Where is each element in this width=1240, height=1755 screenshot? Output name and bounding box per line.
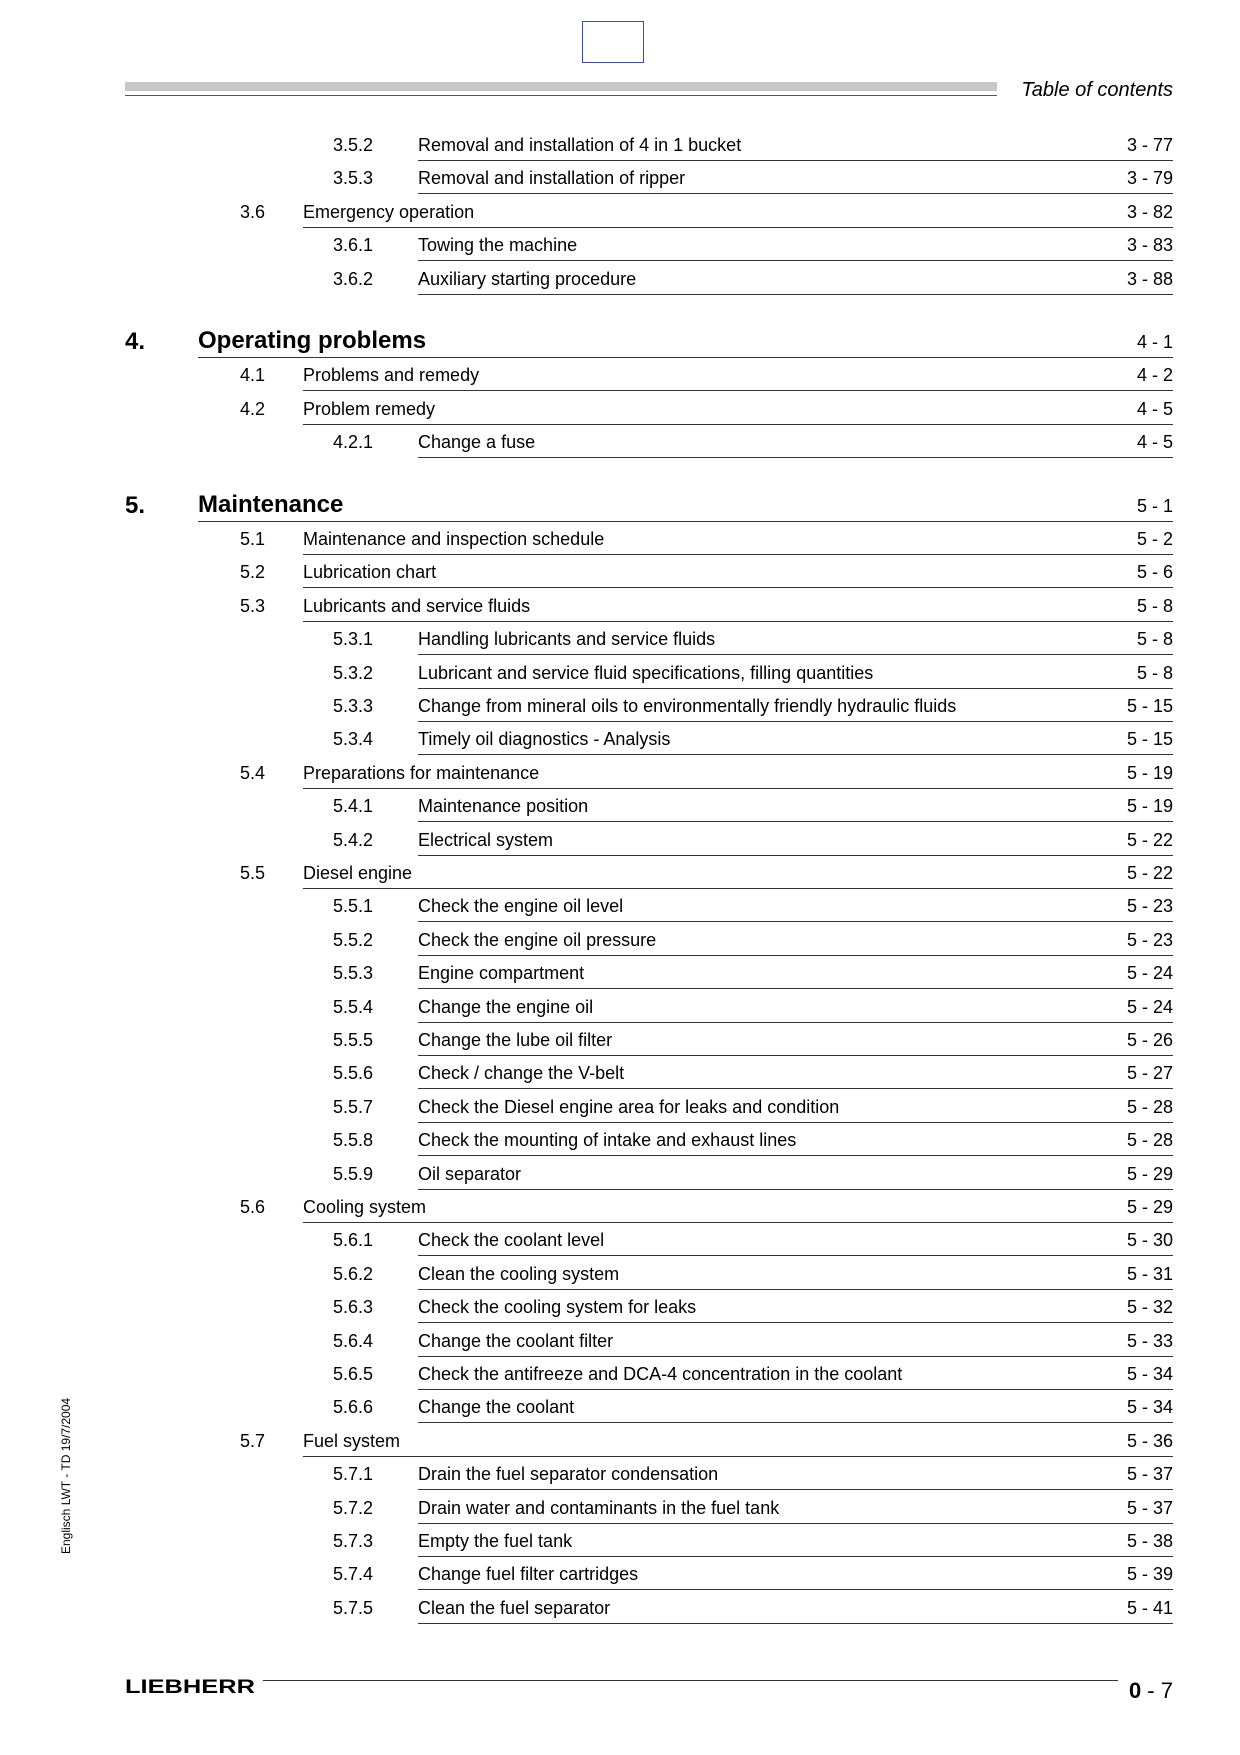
- toc-entry[interactable]: [0, 1157, 1240, 1191]
- toc-entry-number: 5.4: [240, 762, 266, 783]
- toc-entry-title-line: [418, 695, 1173, 722]
- toc-entry[interactable]: [0, 689, 1240, 723]
- toc-entry-title-line: [303, 595, 1173, 622]
- toc-entry-page: 4 - 5: [1136, 432, 1173, 453]
- toc-entry-title: Problem remedy: [303, 398, 436, 419]
- toc-entry[interactable]: [0, 358, 1240, 392]
- toc-entry-number: 3.6.1: [333, 235, 374, 256]
- toc-entry[interactable]: [0, 1290, 1240, 1324]
- toc-entry-page: 3 - 79: [1126, 168, 1173, 189]
- toc-entry-page: 5 - 24: [1126, 996, 1173, 1017]
- toc-entry-title-line: [418, 1263, 1173, 1290]
- toc-entry[interactable]: [0, 522, 1240, 556]
- toc-entry-title-line: [198, 327, 1173, 358]
- toc-entry-number: 4.2: [240, 398, 266, 419]
- toc-entry[interactable]: [0, 161, 1240, 195]
- toc-entry[interactable]: [0, 956, 1240, 990]
- toc-entry-title: Check the cooling system for leaks: [418, 1297, 697, 1318]
- toc-entry-number: 5.5.8: [333, 1130, 374, 1151]
- toc-entry-title-line: [418, 795, 1173, 822]
- toc-entry-title-line: [418, 996, 1173, 1023]
- toc-entry-title-line: [418, 1163, 1173, 1190]
- toc-entry-title-line: [418, 1129, 1173, 1156]
- toc-entry-number: 5.5.2: [333, 929, 374, 950]
- toc-entry-number: 4.: [125, 328, 146, 355]
- toc-entry[interactable]: [0, 489, 1240, 523]
- toc-entry-number: 4.1: [240, 365, 266, 386]
- toc-entry-title: Engine compartment: [418, 963, 585, 984]
- toc-entry[interactable]: [0, 425, 1240, 459]
- toc-entry-number: 5.6.6: [333, 1397, 374, 1418]
- toc-entry-page: 5 - 22: [1126, 863, 1173, 883]
- toc-entry-title: Auxiliary starting procedure: [418, 268, 637, 289]
- toc-entry-number: 3.6.2: [333, 268, 374, 289]
- toc-entry[interactable]: [0, 756, 1240, 790]
- toc-entry[interactable]: [0, 1357, 1240, 1391]
- toc-entry-page: 5 - 34: [1126, 1364, 1173, 1384]
- toc-entry-number: 4.2.1: [333, 432, 374, 453]
- toc-entry-title-line: [303, 201, 1173, 228]
- toc-entry-number: 3.5.2: [333, 135, 374, 155]
- toc-entry[interactable]: [0, 990, 1240, 1024]
- toc-entry[interactable]: [0, 1123, 1240, 1157]
- toc-entry-number: 5.6.5: [333, 1364, 374, 1384]
- toc-entry-number: 3.5.3: [333, 168, 374, 189]
- toc-entry-title: Empty the fuel tank: [418, 1531, 573, 1551]
- toc-entry-page: 3 - 88: [1126, 268, 1173, 289]
- toc-entry-title-line: [418, 1497, 1173, 1524]
- toc-entry-title: Check the antifreeze and DCA-4 concentration in the coolant: [418, 1364, 903, 1384]
- toc-entry-page: 5 - 15: [1126, 696, 1173, 716]
- toc-entry-page: 5 - 29: [1126, 1197, 1173, 1217]
- toc-entry-title: Preparations for maintenance: [303, 762, 540, 783]
- toc-entry-number: 5.7.1: [333, 1464, 374, 1485]
- toc-entry-number: 5.5.6: [333, 1063, 374, 1084]
- toc-entry-page: 5 - 26: [1126, 1030, 1173, 1050]
- toc-entry-number: 5.3.3: [333, 696, 374, 716]
- toc-entry-number: 5.7.3: [333, 1531, 374, 1551]
- toc-entry-page: 5 - 27: [1126, 1063, 1173, 1084]
- toc-entry-page: 5 - 32: [1126, 1297, 1173, 1318]
- toc-entry-page: 3 - 82: [1126, 201, 1173, 222]
- toc-entry-title: Check the coolant level: [418, 1230, 605, 1251]
- toc-entry[interactable]: [0, 1223, 1240, 1257]
- toc-entry-page: 5 - 19: [1126, 796, 1173, 817]
- toc-entry-page: 5 - 28: [1126, 1096, 1173, 1117]
- toc-entry-title: Problems and remedy: [303, 365, 480, 386]
- toc-entry-title: Check / change the V-belt: [418, 1063, 625, 1084]
- toc-entry-title-line: [418, 962, 1173, 989]
- toc-entry-title-line: [303, 364, 1173, 391]
- toc-entry-page: 5 - 2: [1136, 529, 1173, 549]
- toc-entry-title-line: [303, 862, 1173, 889]
- toc-entry-title: Check the engine oil pressure: [418, 929, 657, 950]
- toc-entry-number: 5.5.9: [333, 1163, 374, 1184]
- toc-entry[interactable]: [0, 1324, 1240, 1358]
- toc-entry-title-line: [418, 1563, 1173, 1590]
- toc-entry[interactable]: [0, 1457, 1240, 1491]
- toc-entry-title: Drain the fuel separator condensation: [418, 1464, 719, 1485]
- footer-separator: -: [1141, 1678, 1161, 1703]
- toc-entry-number: 5.5.7: [333, 1096, 374, 1117]
- footer-page: 7: [1160, 1678, 1173, 1703]
- toc-entry-page: 5 - 8: [1136, 629, 1173, 650]
- toc-entry-title: Towing the machine: [418, 235, 578, 256]
- toc-entry-page: 5 - 8: [1136, 662, 1173, 683]
- toc-entry-title-line: [418, 895, 1173, 922]
- toc-entry-number: 5.3.2: [333, 662, 374, 683]
- toc-entry-title-line: [418, 134, 1173, 161]
- toc-entry-title-line: [418, 929, 1173, 956]
- toc-entry[interactable]: [0, 656, 1240, 690]
- toc-entry-title-line: [418, 1062, 1173, 1089]
- toc-entry-title: Fuel system: [303, 1430, 401, 1451]
- toc-entry-number: 5.5.1: [333, 896, 374, 917]
- toc-entry-page: 3 - 77: [1126, 135, 1173, 155]
- toc-entry[interactable]: [0, 1390, 1240, 1424]
- toc-entry-page: 5 - 41: [1126, 1597, 1173, 1618]
- toc-entry-title: Check the Diesel engine area for leaks and condition: [418, 1096, 840, 1117]
- footer-rule: [263, 1680, 1118, 1681]
- footer-chapter: 0: [1128, 1678, 1142, 1703]
- toc-entry[interactable]: [0, 1023, 1240, 1057]
- toc-entry-title: Removal and installation of 4 in 1 bucket: [418, 135, 742, 155]
- toc-entry-page: 4 - 2: [1136, 365, 1173, 386]
- toc-entry-page: 5 - 37: [1126, 1464, 1173, 1485]
- toc-entry-title-line: [418, 662, 1173, 689]
- toc-entry-number: 5.2: [240, 562, 266, 583]
- toc-entry-number: 5.6: [240, 1197, 266, 1217]
- toc-entry-title: Lubricant and service fluid specifications, filling quantities: [418, 662, 874, 683]
- toc-entry-page: 5 - 23: [1126, 929, 1173, 950]
- toc-entry[interactable]: [0, 1257, 1240, 1291]
- toc-entry-title: Change the coolant filter: [418, 1330, 614, 1351]
- toc-entry-number: 5.1: [240, 529, 266, 549]
- toc-entry-number: 5.4.2: [333, 829, 374, 850]
- toc-entry-title: Maintenance position: [418, 796, 589, 817]
- toc-entry-page: 4 - 1: [1136, 332, 1173, 352]
- toc-entry-page: 5 - 23: [1126, 896, 1173, 917]
- toc-entry-number: 5.3.1: [333, 629, 374, 650]
- toc-entry-page: 5 - 29: [1126, 1163, 1173, 1184]
- liebherr-logo-text: LIEBHERR: [125, 1677, 256, 1698]
- toc-entry-page: 5 - 1: [1136, 495, 1173, 516]
- toc-entry-number: 5.5.3: [333, 963, 374, 984]
- toc-entry-title-line: [418, 1396, 1173, 1423]
- footer-page-number: [1129, 1678, 1173, 1704]
- toc-entry-page: 5 - 15: [1126, 729, 1173, 750]
- toc-entry-title: Change the lube oil filter: [418, 1030, 613, 1050]
- toc-entry-title-line: [418, 167, 1173, 194]
- toc-entry-title-line: [418, 1296, 1173, 1323]
- toc-entry-title: Change fuel filter cartridges: [418, 1564, 639, 1585]
- toc-entry-title-line: [418, 268, 1173, 295]
- toc-entry-title-line: [418, 1330, 1173, 1357]
- toc-entry-title: Electrical system: [418, 829, 554, 850]
- toc-entry-title-line: [418, 431, 1173, 458]
- toc-entry-number: 5.5: [240, 863, 266, 883]
- toc-entry-title: Handling lubricants and service fluids: [418, 629, 716, 650]
- toc-entry-number: 5.7.5: [333, 1597, 374, 1618]
- toc-entry-title: Change from mineral oils to environmentally friendly hydraulic fluids: [418, 696, 957, 716]
- toc-entry[interactable]: [0, 392, 1240, 426]
- toc-entry-number: 5.6.1: [333, 1230, 374, 1251]
- toc-entry-title: Maintenance: [198, 490, 344, 518]
- toc-entry[interactable]: [0, 1090, 1240, 1124]
- toc-entry-page: 5 - 39: [1126, 1564, 1173, 1585]
- toc-entry[interactable]: [0, 1491, 1240, 1525]
- toc-entry-title: Clean the cooling system: [418, 1263, 620, 1284]
- toc-entry-title: Drain water and contaminants in the fuel tank: [418, 1497, 780, 1518]
- toc-entry[interactable]: [0, 823, 1240, 857]
- toc-entry-title-line: [418, 234, 1173, 261]
- toc-entry-title-line: [418, 1597, 1173, 1624]
- toc-entry-page: 5 - 37: [1126, 1497, 1173, 1518]
- header-title: Table of contents: [1021, 79, 1173, 101]
- toc-entry-title: Lubrication chart: [303, 562, 437, 583]
- toc-entry-number: 5.6.4: [333, 1330, 374, 1351]
- toc-entry[interactable]: [0, 1524, 1240, 1558]
- toc-entry-number: 5.5.4: [333, 996, 374, 1017]
- toc-entry-title: Oil separator: [418, 1163, 522, 1184]
- toc-entry-title-line: [303, 1196, 1173, 1223]
- toc-entry-title-line: [303, 528, 1173, 555]
- toc-entry[interactable]: [0, 789, 1240, 823]
- toc-entry[interactable]: [0, 325, 1240, 359]
- toc-entry-title-line: [303, 1430, 1173, 1457]
- toc-entry[interactable]: [0, 1424, 1240, 1458]
- toc-entry-number: 5.7: [240, 1430, 266, 1451]
- toc-entry-page: 5 - 28: [1126, 1130, 1173, 1151]
- toc-entry-page: 5 - 19: [1126, 762, 1173, 783]
- toc-entry-title: Change the coolant: [418, 1397, 575, 1418]
- toc-entry-title: Diesel engine: [303, 863, 413, 883]
- toc-entry[interactable]: [0, 128, 1240, 162]
- toc-entry-title: Cooling system: [303, 1197, 427, 1217]
- toc-entry[interactable]: [0, 622, 1240, 656]
- toc-entry-title: Change a fuse: [418, 432, 536, 453]
- toc-entry-number: 5.6.3: [333, 1297, 374, 1318]
- toc-entry-title-line: [418, 1096, 1173, 1123]
- toc-entry[interactable]: [0, 1557, 1240, 1591]
- toc-entry-page: 5 - 22: [1126, 829, 1173, 850]
- toc-entry-page: 5 - 31: [1126, 1263, 1173, 1284]
- liebherr-logo: [125, 1674, 257, 1698]
- toc-entry-title-line: [418, 829, 1173, 856]
- toc-entry-number: 5.6.2: [333, 1263, 374, 1284]
- toc-entry-title-line: [418, 1363, 1173, 1390]
- side-note: Englisch LWT - TD 19/7/2004: [59, 1397, 73, 1554]
- toc-entry[interactable]: [0, 1591, 1240, 1625]
- toc-entry[interactable]: [0, 856, 1240, 890]
- toc-entry-page: 5 - 38: [1126, 1531, 1173, 1551]
- toc-entry-title-line: [418, 1229, 1173, 1256]
- toc-entry-page: 3 - 83: [1126, 235, 1173, 256]
- toc-entry-title: Check the engine oil level: [418, 896, 624, 917]
- toc-entry-number: 5.7.4: [333, 1564, 374, 1585]
- toc-entry[interactable]: [0, 228, 1240, 262]
- toc-entry[interactable]: [0, 195, 1240, 229]
- toc-entry-title: Lubricants and service fluids: [303, 595, 531, 616]
- toc-entry-page: 5 - 30: [1126, 1230, 1173, 1251]
- toc-entry-number: 5.3: [240, 595, 266, 616]
- toc-entry[interactable]: [0, 555, 1240, 589]
- toc-entry-page: 5 - 8: [1136, 595, 1173, 616]
- toc-entry-title-line: [303, 561, 1173, 588]
- toc-entry-title-line: [198, 490, 1173, 522]
- toc-entry-page: 5 - 34: [1126, 1397, 1173, 1418]
- toc-entry-title: Clean the fuel separator: [418, 1597, 611, 1618]
- toc-entry-title: Change the engine oil: [418, 996, 594, 1017]
- toc-entry-title-line: [418, 728, 1173, 755]
- toc-entry-page: 5 - 36: [1126, 1430, 1173, 1451]
- toc-entry-number: 5.3.4: [333, 729, 374, 750]
- toc-entry-title: Operating problems: [198, 327, 427, 354]
- toc-entry[interactable]: [0, 889, 1240, 923]
- toc-entry-number: 5.4.1: [333, 796, 374, 817]
- toc-entry-number: 3.6: [240, 201, 266, 222]
- toc-entry-title-line: [418, 628, 1173, 655]
- toc-entry[interactable]: [0, 589, 1240, 623]
- toc-entry-page: 5 - 33: [1126, 1330, 1173, 1351]
- toc-entry-title: Maintenance and inspection schedule: [303, 529, 605, 549]
- toc-entry-title: Timely oil diagnostics - Analysis: [418, 729, 671, 750]
- toc-entry-page: 5 - 6: [1136, 562, 1173, 583]
- toc-entry-page: 5 - 24: [1126, 963, 1173, 984]
- toc-entry-title: Removal and installation of ripper: [418, 168, 686, 189]
- toc-entry-title-line: [418, 1530, 1173, 1557]
- toc-entry-number: 5.5.5: [333, 1030, 374, 1050]
- toc-entry-title-line: [303, 762, 1173, 789]
- toc-entry-title-line: [303, 398, 1173, 425]
- toc-entry[interactable]: [0, 1190, 1240, 1224]
- toc-entry-title-line: [418, 1029, 1173, 1056]
- toc-entry[interactable]: [0, 722, 1240, 756]
- toc-entry-number: 5.7.2: [333, 1497, 374, 1518]
- toc-entry-title: Check the mounting of intake and exhaust lines: [418, 1130, 797, 1151]
- toc-entry[interactable]: [0, 923, 1240, 957]
- toc-entry-page: 4 - 5: [1136, 398, 1173, 419]
- toc-entry[interactable]: [0, 1056, 1240, 1090]
- toc-entry-title-line: [418, 1463, 1173, 1490]
- toc-entry-number: 5.: [125, 491, 146, 519]
- toc-entry[interactable]: [0, 262, 1240, 296]
- toc-entry-title: Emergency operation: [303, 201, 475, 222]
